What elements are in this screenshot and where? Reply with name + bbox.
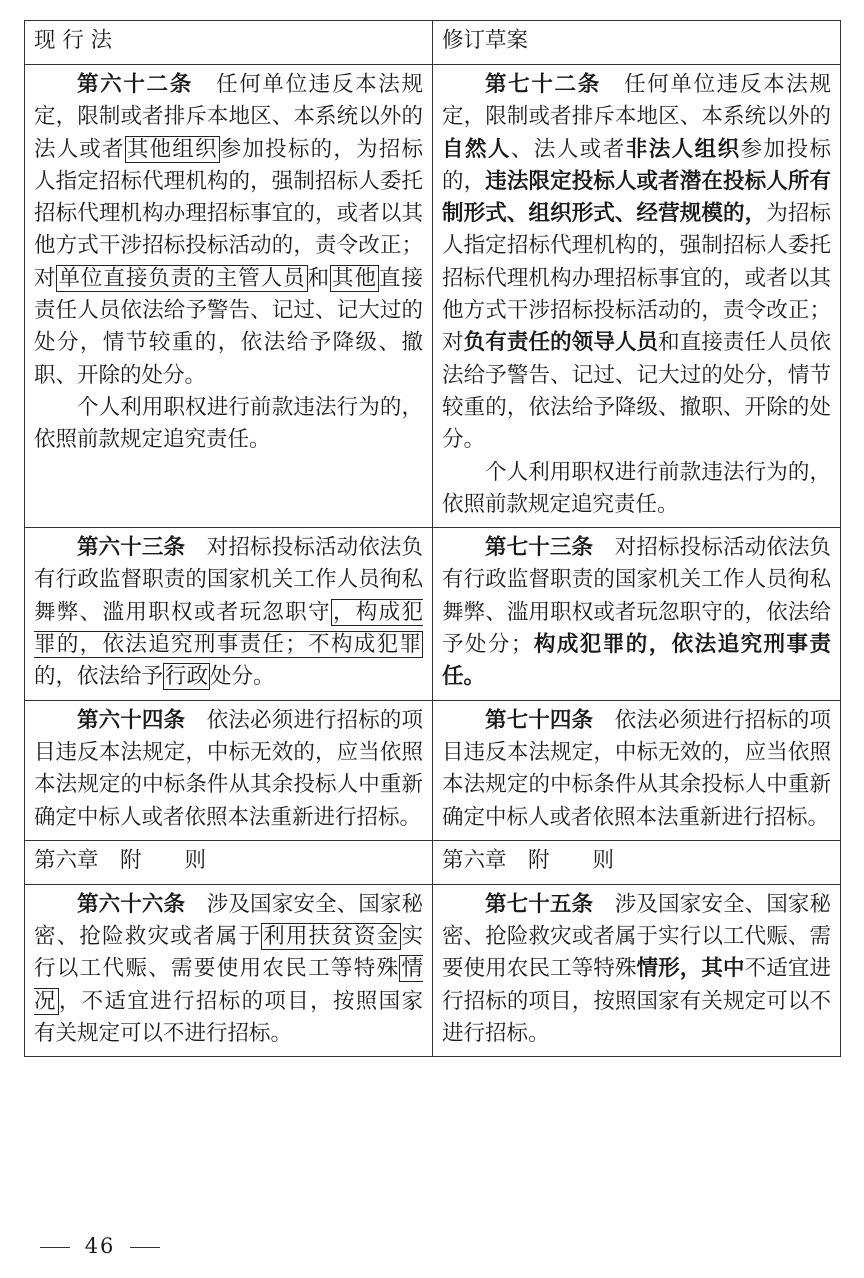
text-fragment: 任何单位违反本法规定，限制或者排斥本地区、本系统以外的 xyxy=(442,72,831,130)
current-law-cell xyxy=(25,65,433,528)
article-number: 第六十三条 xyxy=(77,535,186,561)
text-fragment: 参加投标的， xyxy=(442,136,831,194)
comparison-table-body xyxy=(25,21,841,1057)
bold-added-text: 非法人组织 xyxy=(625,136,741,162)
article-number: 第六十六条 xyxy=(77,891,186,917)
text-fragment: 处分。 xyxy=(210,664,275,690)
article-paragraph xyxy=(442,457,831,522)
boxed-deleted-text: 利用扶贫资金 xyxy=(263,924,400,950)
page-footer xyxy=(34,1234,166,1258)
article-number: 第七十三条 xyxy=(485,535,594,561)
footer-dash-right xyxy=(130,1247,160,1248)
text-fragment: 涉及国家安全、国家秘密、抢险救灾或者属于 xyxy=(34,891,423,950)
text-fragment: 对招标投标活动依法负有行政监督职责的国家机关工作人员徇私舞弊、滥用职权或者玩忽职守的，依法给予处分； xyxy=(442,535,831,658)
text-fragment: 个人利用职权进行前款违法行为的，依照前款规定追究责任。 xyxy=(34,394,423,453)
current-law-cell xyxy=(25,700,433,840)
text-fragment: ，不适宜进行招标的项目，按照国家有关规定可以不进行招标。 xyxy=(34,988,423,1047)
text-fragment: 实行以工代赈、需要使用农民工等特殊 xyxy=(34,924,423,982)
boxed-deleted-text: ，构成犯罪的，依法追究刑事责任；不构成犯罪 xyxy=(34,599,423,658)
footer-dash-left xyxy=(40,1247,70,1248)
article-number: 第七十五条 xyxy=(485,891,594,917)
article-row xyxy=(25,528,841,700)
text-fragment: 个人利用职权进行前款违法行为的，依照前款规定追究责任。 xyxy=(442,459,831,517)
text-fragment: 和直接责任人员依法给予警告、记过、记大过的处分，情节较重的，依法给予降级、撤职、开除的处分。 xyxy=(442,330,831,453)
text-fragment: 不适宜进行招标的项目，按照国家有关规定可以不进行招标。 xyxy=(442,956,831,1047)
chapter-heading: 第六章 附 则 xyxy=(25,840,433,884)
header-revised-draft: 修订草案 xyxy=(433,21,841,65)
header-current-law: 现 行 法 xyxy=(25,21,433,65)
text-fragment: 涉及国家安全、国家秘密、抢险救灾或者属于实行以工代赈、需要使用农民工等特殊 xyxy=(442,891,831,982)
boxed-deleted-text: 情况 xyxy=(34,956,423,1014)
bold-added-text: 负有责任的领导人员 xyxy=(463,330,659,356)
revised-draft-cell xyxy=(433,65,841,528)
chapter-heading: 第六章 附 则 xyxy=(433,840,841,884)
text-fragment: 任何单位违反本法规定，限制或者排斥本地区、本系统以外的法人或者 xyxy=(34,72,423,162)
article-number: 第六十四条 xyxy=(77,707,186,733)
revised-draft-cell xyxy=(433,528,841,700)
article-paragraph xyxy=(34,889,423,1050)
text-fragment: 为招标人指定招标代理机构的，强制招标人委托招标代理机构办理招标事宜的，或者以其他方式干涉招标投标活动的，责令改正；对 xyxy=(442,201,831,356)
text-fragment: 对招标投标活动依法负有行政监督职责的国家机关工作人员徇私舞弊、滥用职权或者玩忽职守 xyxy=(34,535,423,625)
bold-added-text: 自然人 xyxy=(442,136,511,162)
text-fragment: 和 xyxy=(307,265,331,291)
page-number: 46 xyxy=(84,1234,116,1258)
boxed-deleted-text: 行政 xyxy=(165,664,209,690)
revised-draft-cell xyxy=(433,884,841,1056)
article-row xyxy=(25,884,841,1056)
current-law-cell xyxy=(25,884,433,1056)
text-fragment: 直接责任人员依法给予警告、记过、记大过的处分，情节较重的，依法给予降级、撤职、开除的处分。 xyxy=(34,265,423,388)
bold-added-text: 情形，其中 xyxy=(636,956,745,982)
article-paragraph xyxy=(442,69,831,457)
article-paragraph xyxy=(34,69,423,392)
article-paragraph xyxy=(34,532,423,693)
article-row xyxy=(25,65,841,528)
boxed-deleted-text: 单位直接负责的主管人员 xyxy=(58,265,306,291)
boxed-deleted-text: 其他 xyxy=(332,265,377,291)
bold-added-text: 违法限定投标人或者潜在投标人所有制形式、组织形式、经营规模的， xyxy=(442,168,831,227)
article-paragraph xyxy=(34,705,423,834)
text-fragment: 、法人或者 xyxy=(510,136,626,162)
bold-added-text: 构成犯罪的，依法追究刑事责任。 xyxy=(442,632,831,690)
comparison-table xyxy=(24,20,841,1057)
article-paragraph xyxy=(442,705,831,834)
text-fragment: 参加投标的，为招标人指定招标代理机构的，强制招标人委托招标代理机构办理招标事宜的，或者以其他方式干涉招标投标活动的，责令改正；对 xyxy=(34,136,423,291)
article-number: 第七十四条 xyxy=(485,707,594,733)
text-fragment: 依法必须进行招标的项目违反本法规定，中标无效的，应当依照本法规定的中标条件从其余投标人中重新确定中标人或者依照本法重新进行招标。 xyxy=(442,707,831,830)
article-paragraph xyxy=(442,889,831,1050)
article-row xyxy=(25,700,841,840)
article-number: 第六十二条 xyxy=(77,72,193,97)
revised-draft-cell xyxy=(433,700,841,840)
current-law-cell xyxy=(25,528,433,700)
article-number: 第七十二条 xyxy=(485,72,601,97)
article-paragraph xyxy=(34,392,423,457)
article-paragraph xyxy=(442,532,831,693)
chapter-row xyxy=(25,840,841,884)
header-row xyxy=(25,21,841,65)
text-fragment: 的，依法给予 xyxy=(34,664,164,690)
boxed-deleted-text: 其他组织 xyxy=(126,136,218,162)
text-fragment: 依法必须进行招标的项目违反本法规定，中标无效的，应当依照本法规定的中标条件从其余投标人中重新确定中标人或者依照本法重新进行招标。 xyxy=(34,707,423,830)
